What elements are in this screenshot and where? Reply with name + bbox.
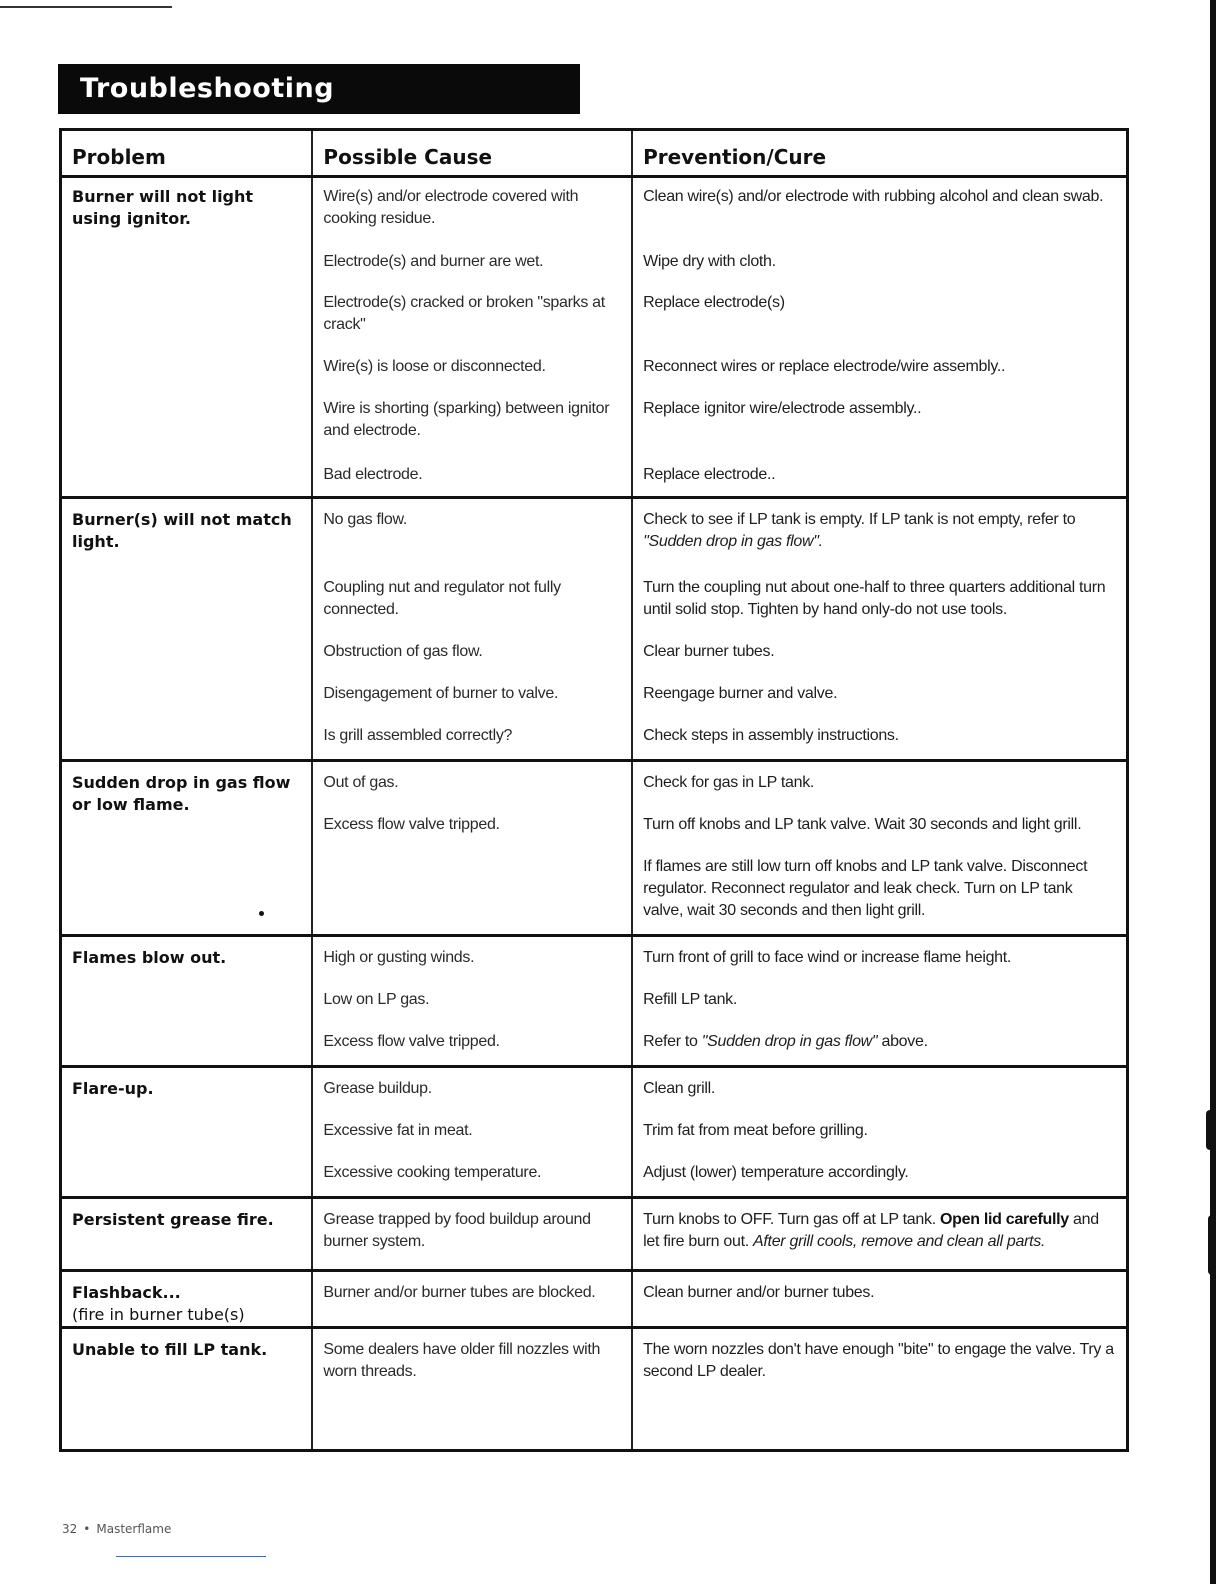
cause-cell: Excessive fat in meat. <box>312 1112 632 1154</box>
cause-cell: Electrode(s) and burner are wet. <box>312 244 632 285</box>
cause-cell: Excessive cooking temperature. <box>312 1154 632 1198</box>
cure-cell <box>632 1271 1127 1328</box>
cause-cell: Electrode(s) cracked or broken "sparks at crack" <box>312 285 632 348</box>
problem-cell <box>61 177 313 498</box>
cure-segment: Wipe dry with cloth. <box>643 253 776 270</box>
cause-cell: No gas flow. <box>312 498 632 570</box>
table-row <box>61 761 1128 807</box>
cure-cell <box>632 936 1127 982</box>
cure-segment: Open lid carefully <box>940 1211 1069 1228</box>
cure-segment: Turn front of grill to face wind or increase flame height. <box>643 949 1012 966</box>
cure-segment: Check to see if LP tank is empty. If LP tank is not empty, refer to <box>643 511 1076 528</box>
cure-cell <box>632 1112 1127 1154</box>
cure-segment: If flames are still low turn off knobs and LP tank valve. Disconnect regulator. Reconnect regulator and leak check. Turn on LP tank valve, wait 30 seconds and then light grill. <box>643 858 1088 919</box>
cure-segment: Check for gas in LP tank. <box>643 774 815 791</box>
cure-cell <box>632 456 1127 498</box>
page-number: 32 <box>62 1522 78 1536</box>
page-edge-tab <box>1206 1110 1216 1150</box>
cure-cell <box>632 1067 1127 1113</box>
page-edge-tab <box>1208 1215 1216 1275</box>
table-row <box>61 498 1128 570</box>
header-problem: Problem <box>61 130 313 177</box>
page-title: Troubleshooting <box>58 64 580 114</box>
cure-segment: Adjust (lower) temperature accordingly. <box>643 1164 909 1181</box>
cure-cell <box>632 633 1127 675</box>
problem-text: Persistent grease fire. <box>72 1210 274 1229</box>
cure-cell <box>632 244 1127 285</box>
problem-cell <box>61 498 313 761</box>
problem-text: Flames blow out. <box>72 948 227 967</box>
cure-segment: Clear burner tubes. <box>643 643 775 660</box>
cause-cell: Some dealers have older fill nozzles with worn threads. <box>312 1328 632 1451</box>
problem-cell <box>61 1198 313 1271</box>
table-row <box>61 1198 1128 1271</box>
cure-cell <box>632 1023 1127 1067</box>
cure-segment: Reconnect wires or replace electrode/wire assembly.. <box>643 358 1006 375</box>
page-edge <box>1210 0 1216 1584</box>
cure-segment: Trim fat from meat before grilling. <box>643 1122 868 1139</box>
problem-text: Flare-up. <box>72 1079 154 1098</box>
cause-cell: Low on LP gas. <box>312 981 632 1023</box>
cure-segment: Check steps in assembly instructions. <box>643 727 899 744</box>
cure-segment: Refill LP tank. <box>643 991 738 1008</box>
cause-cell: Burner and/or burner tubes are blocked. <box>312 1271 632 1328</box>
problem-text: Sudden drop in gas flow or low flame. <box>72 773 291 814</box>
table-row <box>61 177 1128 245</box>
cure-cell <box>632 177 1127 245</box>
cure-segment: Turn knobs to OFF. Turn gas off at LP tank. <box>643 1211 936 1228</box>
brand-name: Masterflame <box>96 1522 172 1536</box>
cure-cell <box>632 717 1127 761</box>
cure-cell <box>632 675 1127 717</box>
cause-cell: Is grill assembled correctly? <box>312 717 632 761</box>
cure-segment: Clean wire(s) and/or electrode with rubbing alcohol and clean swab. <box>643 188 1104 205</box>
cure-cell <box>632 285 1127 348</box>
cause-cell: High or gusting winds. <box>312 936 632 982</box>
cause-cell: Wire(s) and/or electrode covered with cooking residue. <box>312 177 632 245</box>
cure-cell <box>632 569 1127 633</box>
cause-cell: Grease buildup. <box>312 1067 632 1113</box>
cure-segment: Clean burner and/or burner tubes. <box>643 1284 875 1301</box>
cause-cell: Disengagement of burner to valve. <box>312 675 632 717</box>
problem-text: Flashback... <box>72 1283 181 1302</box>
cure-cell <box>632 848 1127 936</box>
cure-segment: Turn the coupling nut about one-half to three quarters additional turn until solid stop. Tighten by hand only-do not use tools. <box>643 579 1106 618</box>
cure-cell <box>632 761 1127 807</box>
table-row <box>61 936 1128 982</box>
cause-cell: Bad electrode. <box>312 456 632 498</box>
cause-cell: Wire(s) is loose or disconnected. <box>312 348 632 390</box>
cure-segment: Reengage burner and valve. <box>643 685 838 702</box>
troubleshooting-table <box>59 128 1129 1452</box>
problem-text: Unable to fill LP tank. <box>72 1340 268 1359</box>
cure-cell <box>632 1198 1127 1271</box>
problem-cell <box>61 1271 313 1328</box>
header-cause: Possible Cause <box>312 130 632 177</box>
problem-note: (fire in burner tube(s) <box>72 1305 245 1324</box>
problem-text: Burner(s) will not match light. <box>72 510 292 551</box>
bullet-mark <box>259 911 264 916</box>
cause-cell: Wire is shorting (sparking) between ignitor and electrode. <box>312 390 632 456</box>
cure-cell <box>632 806 1127 848</box>
table-row <box>61 1271 1128 1328</box>
cure-cell <box>632 1154 1127 1198</box>
cure-cell <box>632 498 1127 570</box>
cure-cell <box>632 981 1127 1023</box>
table-header-row <box>61 130 1128 177</box>
cure-segment: After grill cools, remove and clean all parts. <box>753 1233 1046 1250</box>
cure-segment: Replace electrode(s) <box>643 294 785 311</box>
cause-cell: Excess flow valve tripped. <box>312 806 632 848</box>
cure-segment: The worn nozzles don't have enough "bite" to engage the valve. Try a second LP dealer. <box>643 1341 1114 1380</box>
cure-segment: above. <box>881 1033 928 1050</box>
cure-cell <box>632 1328 1127 1451</box>
table-row <box>61 1328 1128 1451</box>
cure-segment: Replace electrode.. <box>643 466 776 483</box>
problem-cell <box>61 936 313 1067</box>
cure-segment: "Sudden drop in gas flow". <box>643 533 823 550</box>
cause-cell: Grease trapped by food buildup around burner system. <box>312 1198 632 1271</box>
footer-rule <box>116 1556 266 1557</box>
problem-cell <box>61 761 313 936</box>
cause-cell <box>312 848 632 936</box>
cause-cell: Obstruction of gas flow. <box>312 633 632 675</box>
cure-cell <box>632 390 1127 456</box>
cure-segment: and let fire burn out. <box>643 1211 1099 1250</box>
cure-segment: Replace ignitor wire/electrode assembly.. <box>643 400 922 417</box>
cure-segment: Clean grill. <box>643 1080 716 1097</box>
top-rule <box>0 6 172 8</box>
cause-cell: Out of gas. <box>312 761 632 807</box>
cure-segment: "Sudden drop in gas flow" <box>701 1033 878 1050</box>
cause-cell: Excess flow valve tripped. <box>312 1023 632 1067</box>
problem-cell <box>61 1067 313 1198</box>
header-cure: Prevention/Cure <box>632 130 1127 177</box>
problem-cell <box>61 1328 313 1451</box>
table-row <box>61 1067 1128 1113</box>
cure-cell <box>632 348 1127 390</box>
cure-segment: Refer to <box>643 1033 698 1050</box>
problem-text: Burner will not light using ignitor. <box>72 187 254 228</box>
page-footer: 32 • Masterflame <box>62 1522 172 1536</box>
cause-cell: Coupling nut and regulator not fully connected. <box>312 569 632 633</box>
cure-segment: Turn off knobs and LP tank valve. Wait 30 seconds and light grill. <box>643 816 1082 833</box>
